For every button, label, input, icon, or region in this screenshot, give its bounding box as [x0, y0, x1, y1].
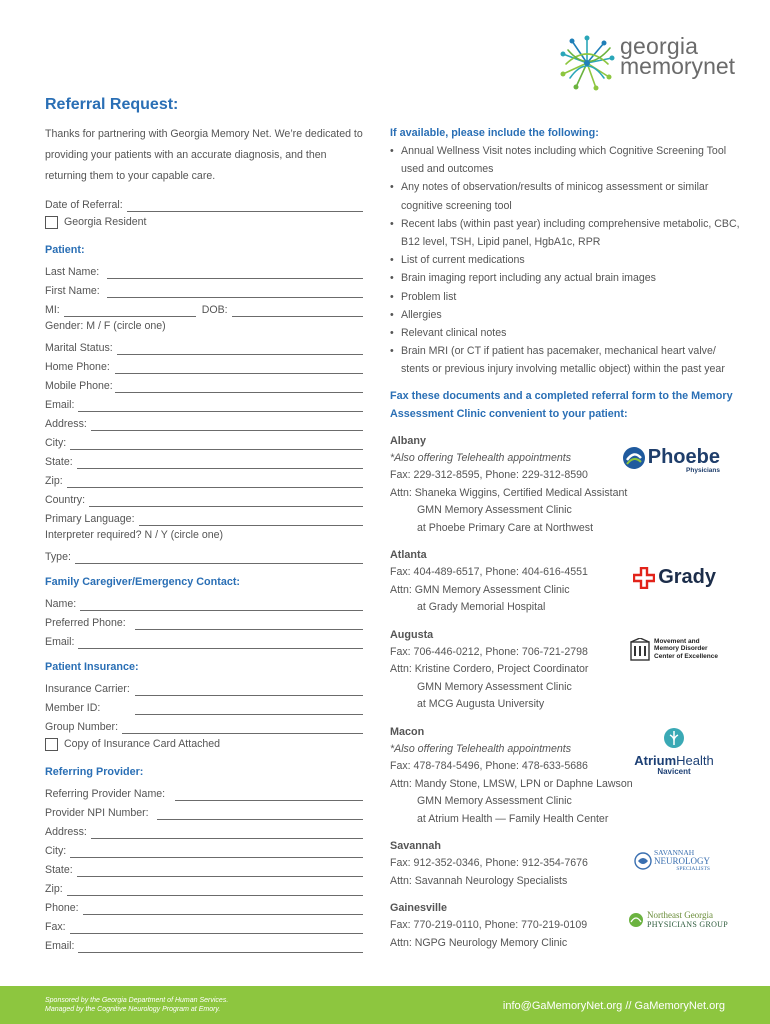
field-label: Member ID:	[45, 702, 101, 714]
telehealth-note: *Also offering Telehealth appointments	[390, 742, 571, 755]
clinic-name: Atlanta	[390, 549, 427, 562]
primary-language-field[interactable]	[45, 507, 363, 526]
logo-line: Movement and	[654, 637, 700, 645]
field-label: Group Number:	[45, 721, 119, 733]
field-line[interactable]	[127, 200, 363, 212]
field-line[interactable]	[77, 865, 363, 877]
list-item: • Any notes of observation/results of minicog assessment or similar cognitive screening tool	[390, 178, 740, 214]
field-label: Zip:	[45, 883, 63, 895]
clinic-fax: Fax: 404-489-6517, Phone: 404-616-4551	[390, 566, 588, 579]
first-name-field[interactable]	[45, 279, 363, 298]
logo-text	[620, 33, 736, 79]
fax-heading: Fax these documents and a completed referral form to the Memory Assessment Clinic convenient to your patient:	[390, 389, 733, 420]
field-label: State:	[45, 864, 73, 876]
field-line[interactable]	[107, 267, 363, 279]
field-label: Marital Status:	[45, 342, 113, 354]
field-line[interactable]	[135, 618, 363, 630]
georgia-resident-checkbox[interactable]	[45, 212, 363, 232]
clinic-macon	[390, 723, 740, 829]
atrium-logo	[632, 727, 716, 776]
caregiver-name-field[interactable]	[45, 592, 363, 611]
clinic-line: GMN Memory Assessment Clinic	[417, 680, 572, 693]
field-line[interactable]	[91, 419, 363, 431]
insurance-heading: Patient Insurance:	[45, 661, 139, 673]
dob-line[interactable]	[232, 305, 363, 317]
ngpg-logo	[628, 911, 728, 929]
field-line[interactable]	[115, 362, 363, 374]
referral-form	[45, 124, 363, 953]
clinic-name: Macon	[390, 725, 425, 738]
logo-line: PHYSICIANS GROUP	[646, 920, 728, 930]
clinic-name: Augusta	[390, 628, 434, 641]
provider-email-field[interactable]	[45, 934, 363, 953]
last-name-field[interactable]	[45, 260, 363, 279]
field-label: Email:	[45, 399, 75, 411]
checkbox-label: Copy of Insurance Card Attached	[64, 738, 221, 750]
clinic-attn: Attn: GMN Memory Assessment Clinic	[390, 583, 570, 596]
sponsor-line: Managed by the Cognitive Neurology Program at Emory.	[45, 1006, 221, 1013]
provider-name-field[interactable]	[45, 782, 363, 801]
field-line[interactable]	[67, 884, 363, 896]
field-line[interactable]	[67, 476, 363, 488]
provider-city-field[interactable]	[45, 839, 363, 858]
marital-status-field[interactable]	[45, 336, 363, 355]
checkbox-label: Georgia Resident	[64, 216, 147, 228]
field-line[interactable]	[122, 722, 363, 734]
field-line[interactable]	[70, 438, 363, 450]
provider-state-field[interactable]	[45, 858, 363, 877]
address-field[interactable]	[45, 412, 363, 431]
atrium-wordmark	[632, 754, 716, 767]
logo-line: Center of Excellence	[654, 652, 718, 660]
field-line[interactable]	[75, 552, 363, 564]
country-field[interactable]	[45, 488, 363, 507]
mi-line[interactable]	[64, 305, 196, 317]
logo-line-2	[620, 53, 736, 79]
field-line[interactable]	[139, 514, 363, 526]
atrium-icon	[663, 727, 685, 749]
list-item: • Recent labs (within past year) including comprehensive metabolic, CBC, B12 level, TSH, Lipid panel, HgbA1c, RPR	[390, 215, 740, 251]
list-item: • Relevant clinical notes	[390, 324, 740, 342]
list-item: • Allergies	[390, 306, 740, 324]
field-label: First Name:	[45, 285, 100, 297]
field-label: Home Phone:	[45, 361, 110, 373]
interpreter-text: Interpreter required? N / Y (circle one)	[45, 529, 224, 541]
field-label: Mobile Phone:	[45, 380, 113, 392]
clinic-gainesville	[390, 899, 740, 952]
field-label: Provider NPI Number:	[45, 807, 149, 819]
group-number-field[interactable]	[45, 715, 363, 734]
provider-zip-field[interactable]	[45, 877, 363, 896]
patient-heading: Patient:	[45, 244, 85, 256]
field-line[interactable]	[135, 684, 363, 696]
provider-address-field[interactable]	[45, 820, 363, 839]
atrium-a: Atrium	[634, 752, 677, 768]
field-line[interactable]	[175, 789, 363, 801]
logo-line: Northeast Georgia	[646, 910, 714, 921]
sponsor-line: Sponsored by the Georgia Department of Human Services.	[45, 997, 229, 1004]
checkbox-box[interactable]	[45, 216, 58, 229]
caregiver-heading: Family Caregiver/Emergency Contact:	[45, 576, 241, 588]
field-label: City:	[45, 845, 67, 857]
clinic-line: at MCG Augusta University	[417, 698, 545, 711]
clinic-albany	[390, 432, 740, 538]
clinic-atlanta	[390, 546, 740, 617]
field-label: MI:	[45, 304, 60, 316]
list-item: • Brain imaging report including any actual brain images	[390, 269, 740, 287]
field-label: Insurance Carrier:	[45, 683, 130, 695]
clinic-attn: Attn: Savannah Neurology Specialists	[390, 874, 568, 887]
augusta-logo-text	[654, 638, 718, 661]
clinic-name: Albany	[390, 434, 426, 447]
phoebe-wordmark: Phoebe	[647, 446, 720, 469]
provider-heading: Referring Provider:	[45, 766, 144, 778]
insurance-carrier-field[interactable]	[45, 677, 363, 696]
savannah-logo-text	[654, 849, 710, 873]
clinic-attn: Attn: NGPG Neurology Memory Clinic	[390, 936, 568, 949]
clinic-line: at Atrium Health — Family Health Center	[417, 812, 609, 825]
logo-memory: memory	[620, 53, 704, 79]
clinic-fax: Fax: 706-446-0212, Phone: 706-721-2798	[390, 645, 588, 658]
clinic-savannah	[390, 837, 740, 890]
mi-dob-field[interactable]	[45, 298, 363, 317]
field-label: Phone:	[45, 902, 79, 914]
field-line[interactable]	[107, 286, 363, 298]
logo-line: SPECIALISTS	[676, 866, 710, 873]
savannah-neurology-logo	[634, 849, 710, 873]
mobile-phone-field[interactable]	[45, 374, 363, 393]
provider-phone-field[interactable]	[45, 896, 363, 915]
info-column	[390, 124, 740, 952]
field-label: Zip:	[45, 475, 63, 487]
type-field[interactable]	[45, 545, 363, 564]
field-label: Type:	[45, 551, 71, 563]
field-line[interactable]	[70, 922, 363, 934]
field-label: Referring Provider Name:	[45, 788, 166, 800]
clinic-attn: Attn: Shaneka Wiggins, Certified Medical Assistant	[390, 486, 628, 499]
augusta-mmdc-logo	[630, 638, 718, 662]
field-label: Address:	[45, 826, 87, 838]
field-line[interactable]	[135, 703, 363, 715]
clinic-attn: Attn: Kristine Cordero, Project Coordinator	[390, 663, 589, 676]
field-line[interactable]	[78, 400, 363, 412]
field-label: State:	[45, 456, 73, 468]
field-label: Date of Referral:	[45, 199, 123, 211]
ngpg-logo-text	[647, 911, 728, 929]
clinic-attn: Attn: Mandy Stone, LMSW, LPN or Daphne Lawson	[390, 777, 633, 790]
caregiver-phone-field[interactable]	[45, 611, 363, 630]
footer-bar	[0, 986, 770, 1024]
field-label: Email:	[45, 940, 75, 952]
field-line[interactable]	[78, 637, 363, 649]
starburst-logo-icon	[558, 34, 616, 92]
phoebe-sub: Physicians	[686, 466, 720, 474]
augusta-building-icon	[630, 638, 650, 662]
field-line[interactable]	[77, 457, 363, 469]
email-field[interactable]	[45, 393, 363, 412]
field-label: Preferred Phone:	[45, 617, 126, 629]
list-item: • Problem list	[390, 288, 740, 306]
field-label: City:	[45, 437, 67, 449]
field-line[interactable]	[83, 903, 363, 915]
neurology-icon	[634, 852, 652, 870]
field-line[interactable]	[78, 941, 363, 953]
intro-text: Thanks for partnering with Georgia Memory Net. We’re dedicated to providing your patients with an accurate diagnosis, and then returning them to your capable care.	[45, 128, 363, 182]
logo-line: SAVANNAH	[654, 848, 695, 858]
clinic-line: GMN Memory Assessment Clinic	[417, 504, 572, 517]
logo-line: Memory Disorder	[654, 645, 708, 653]
include-heading: If available, please include the following:	[390, 127, 599, 139]
grady-cross-icon	[633, 567, 655, 589]
atrium-sub: Navicent	[657, 766, 691, 776]
clinic-line: at Grady Memorial Hospital	[417, 601, 546, 614]
logo-line: NEUROLOGY	[654, 856, 710, 867]
list-item: • Brain MRI (or CT if patient has pacemaker, mechanical heart valve/ stents or previous injury involving metallic object) within the past year	[390, 342, 740, 378]
date-of-referral-field[interactable]	[45, 193, 363, 212]
phoebe-icon	[622, 446, 646, 470]
field-line[interactable]	[91, 827, 363, 839]
include-list	[390, 142, 740, 379]
provider-fax-field[interactable]	[45, 915, 363, 934]
clinic-line: at Phoebe Primary Care at Northwest	[417, 521, 594, 534]
list-item: • Annual Wellness Visit notes including which Cognitive Screening Tool used and outcomes	[390, 142, 740, 178]
zip-field[interactable]	[45, 469, 363, 488]
field-label: Name:	[45, 598, 77, 610]
clinic-name: Savannah	[390, 840, 442, 853]
clinic-fax: Fax: 229-312-8595, Phone: 229-312-8590	[390, 469, 588, 482]
field-label: Primary Language:	[45, 513, 135, 525]
field-line[interactable]	[70, 846, 363, 858]
member-id-field[interactable]	[45, 696, 363, 715]
city-field[interactable]	[45, 431, 363, 450]
insurance-card-checkbox[interactable]	[45, 734, 363, 754]
field-label: Address:	[45, 418, 87, 430]
clinic-fax: Fax: 478-784-5496, Phone: 478-633-5686	[390, 760, 588, 773]
clinic-augusta	[390, 626, 740, 714]
provider-npi-field[interactable]	[45, 801, 363, 820]
field-label: DOB:	[201, 304, 228, 316]
atrium-b: Health	[676, 752, 714, 768]
georgia-memory-net-logo	[558, 34, 748, 94]
contact-links[interactable]: info@GaMemoryNet.org // GaMemoryNet.org	[502, 1000, 725, 1012]
telehealth-note: *Also offering Telehealth appointments	[390, 451, 571, 464]
field-line[interactable]	[115, 381, 363, 393]
home-phone-field[interactable]	[45, 355, 363, 374]
grady-logo	[633, 566, 716, 589]
field-label: Email:	[45, 636, 75, 648]
field-label: Last Name:	[45, 266, 100, 278]
field-label: Country:	[45, 494, 86, 506]
clinic-fax: Fax: 770-219-0110, Phone: 770-219-0109	[390, 919, 588, 932]
caregiver-email-field[interactable]	[45, 630, 363, 649]
phoebe-logo	[622, 446, 720, 474]
checkbox-box[interactable]	[45, 738, 58, 751]
grady-wordmark: Grady	[658, 566, 716, 589]
field-line[interactable]	[117, 343, 363, 355]
ngpg-icon	[628, 912, 644, 928]
list-item: • List of current medications	[390, 251, 740, 269]
field-line[interactable]	[157, 808, 363, 820]
gender-text: Gender: M / F (circle one)	[45, 320, 166, 332]
state-field[interactable]	[45, 450, 363, 469]
field-line[interactable]	[80, 599, 363, 611]
clinic-fax: Fax: 912-352-0346, Phone: 912-354-7676	[390, 857, 588, 870]
field-label: Fax:	[45, 921, 66, 933]
logo-line-1: georgia	[620, 33, 699, 59]
page-title: Referral Request:	[45, 96, 179, 113]
logo-net: net	[703, 53, 736, 79]
clinic-name: Gainesville	[390, 902, 448, 915]
sponsor-text	[45, 996, 228, 1014]
clinic-line: GMN Memory Assessment Clinic	[417, 795, 572, 808]
field-line[interactable]	[89, 495, 363, 507]
